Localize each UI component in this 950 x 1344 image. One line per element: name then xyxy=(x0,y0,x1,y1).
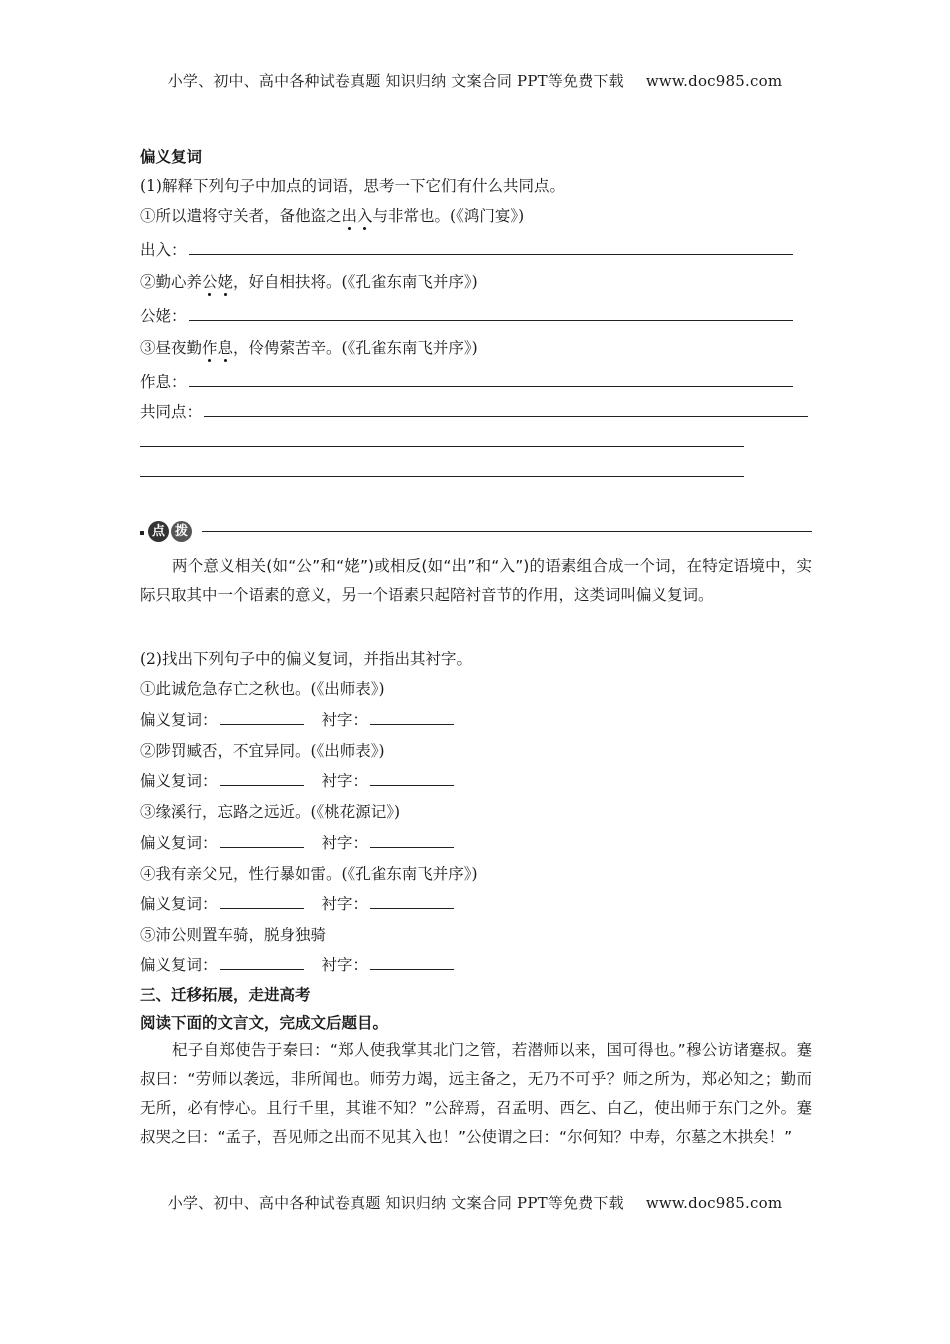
tip-text: 两个意义相关(如“公”和“姥”)或相反(如“出”和“入”)的语素组合成一个词，在特定语境中，实际只取其中一个语素的意义，另一个语素只起陪衬音节的作用，这类词叫偏义复词。 xyxy=(140,557,812,604)
answer-blank[interactable] xyxy=(370,784,454,786)
reading-instruction: 阅读下面的文言文，完成文后题目。 xyxy=(140,1014,389,1032)
answer-row xyxy=(140,769,454,791)
footer-title: 小学、初中、高中各种试卷真题 知识归纳 文案合同 PPT等免费下载 xyxy=(167,1194,624,1212)
answer-line-common xyxy=(140,400,808,422)
passage-text: 杞子自郑使告于秦曰：“郑人使我掌其北门之管，若潜师以来，国可得也。”穆公访诸蹇叔。蹇叔曰：“劳师以袭远，非所闻也。师劳力竭，远主备之，无乃不可乎？师之所为，郑必知之；勤而无所，必有悖心。且行千里，其谁不知？”公辞焉，召孟明、西乞、白乙，使出师于东门之外。蹇叔哭之曰：“孟子，吾见师之出而不见其入也！”公使谓之曰：“尔何知？中寿，尔墓之木拱矣！” xyxy=(140,1041,812,1146)
divider-line xyxy=(202,531,812,532)
answer-blank[interactable] xyxy=(220,907,304,909)
answer-line-zuoxi xyxy=(140,370,793,392)
item-sentence: ⑤沛公则置车骑，脱身独骑 xyxy=(140,926,327,944)
tip-icon-dian: 点 xyxy=(148,521,169,542)
classical-passage xyxy=(140,1036,812,1152)
sentence-2 xyxy=(140,270,478,292)
answer-label: 出入： xyxy=(140,241,187,259)
label-chenzi: 衬字： xyxy=(321,834,369,852)
answer-blank[interactable] xyxy=(370,723,454,725)
tip-paragraph xyxy=(140,552,812,610)
question-2: (2)找出下列句子中的偏义复词，并指出其衬字。 xyxy=(140,650,472,668)
answer-label: 作息： xyxy=(140,373,187,391)
answer-blank[interactable] xyxy=(370,907,454,909)
answer-blank[interactable] xyxy=(220,846,304,848)
sentence-2-pre: ②勤心养 xyxy=(140,273,203,291)
dotted-char: 姥 xyxy=(217,273,234,291)
label-pianyi: 偏义复词： xyxy=(140,834,218,852)
answer-line-gongmu xyxy=(140,304,793,326)
sentence-3 xyxy=(140,336,478,358)
tip-icon-bo: 拨 xyxy=(171,521,192,542)
item-sentence: ④我有亲父兄，性行暴如雷。(《孔雀东南飞并序》) xyxy=(140,865,478,883)
answer-blank[interactable] xyxy=(204,415,808,417)
answer-blank[interactable] xyxy=(220,968,304,970)
page-footer xyxy=(0,1192,950,1213)
header-site[interactable]: www.doc985.com xyxy=(645,72,783,90)
answer-blank[interactable] xyxy=(220,723,304,725)
label-chenzi: 衬字： xyxy=(321,895,369,913)
answer-blank-line[interactable] xyxy=(140,476,744,477)
tip-banner xyxy=(140,520,812,544)
answer-blank[interactable] xyxy=(370,968,454,970)
label-chenzi: 衬字： xyxy=(321,772,369,790)
item-sentence: ①此诚危急存亡之秋也。(《出师表》) xyxy=(140,680,385,698)
header-title: 小学、初中、高中各种试卷真题 知识归纳 文案合同 PPT等免费下载 xyxy=(167,72,624,90)
dotted-char: 公 xyxy=(202,273,218,291)
answer-label: 公姥： xyxy=(140,307,187,325)
page-header xyxy=(0,70,950,91)
answer-row xyxy=(140,831,454,853)
answer-blank-line[interactable] xyxy=(140,446,744,447)
label-pianyi: 偏义复词： xyxy=(140,895,218,913)
label-chenzi: 衬字： xyxy=(321,711,369,729)
label-chenzi: 衬字： xyxy=(321,956,369,974)
sentence-1-pre: ①所以遣将守关者，备他盗之 xyxy=(140,207,342,225)
sentence-1-post: 与非常也。(《鸿门宴》) xyxy=(372,207,525,225)
dotted-char: 息 xyxy=(217,339,234,357)
answer-blank[interactable] xyxy=(220,784,304,786)
answer-row xyxy=(140,892,454,914)
answer-row xyxy=(140,708,454,730)
item-sentence: ③缘溪行，忘路之远近。(《桃花源记》) xyxy=(140,803,401,821)
answer-label: 共同点： xyxy=(140,403,203,421)
dotted-char: 作 xyxy=(202,339,218,357)
answer-blank[interactable] xyxy=(189,319,793,321)
answer-blank[interactable] xyxy=(370,846,454,848)
section-heading-3: 三、迁移拓展，走进高考 xyxy=(140,986,311,1004)
dotted-char: 入 xyxy=(357,207,373,225)
answer-line-churu xyxy=(140,238,793,260)
dotted-char: 出 xyxy=(341,207,358,225)
sentence-1 xyxy=(140,204,524,226)
answer-blank[interactable] xyxy=(189,385,793,387)
bullet-square xyxy=(140,531,144,535)
label-pianyi: 偏义复词： xyxy=(140,956,218,974)
sentence-3-post: ，伶俜萦苦辛。(《孔雀东南飞并序》) xyxy=(233,339,478,357)
answer-blank[interactable] xyxy=(189,253,793,255)
question-1: (1)解释下列句子中加点的词语，思考一下它们有什么共同点。 xyxy=(140,177,565,195)
label-pianyi: 偏义复词： xyxy=(140,772,218,790)
section-heading: 偏义复词 xyxy=(140,148,203,166)
sentence-3-pre: ③昼夜勤 xyxy=(140,339,203,357)
sentence-2-post: ，好自相扶将。(《孔雀东南飞并序》) xyxy=(233,273,478,291)
label-pianyi: 偏义复词： xyxy=(140,711,218,729)
answer-row xyxy=(140,953,454,975)
item-sentence: ②陟罚臧否，不宜异同。(《出师表》) xyxy=(140,742,385,760)
footer-site[interactable]: www.doc985.com xyxy=(645,1194,783,1212)
